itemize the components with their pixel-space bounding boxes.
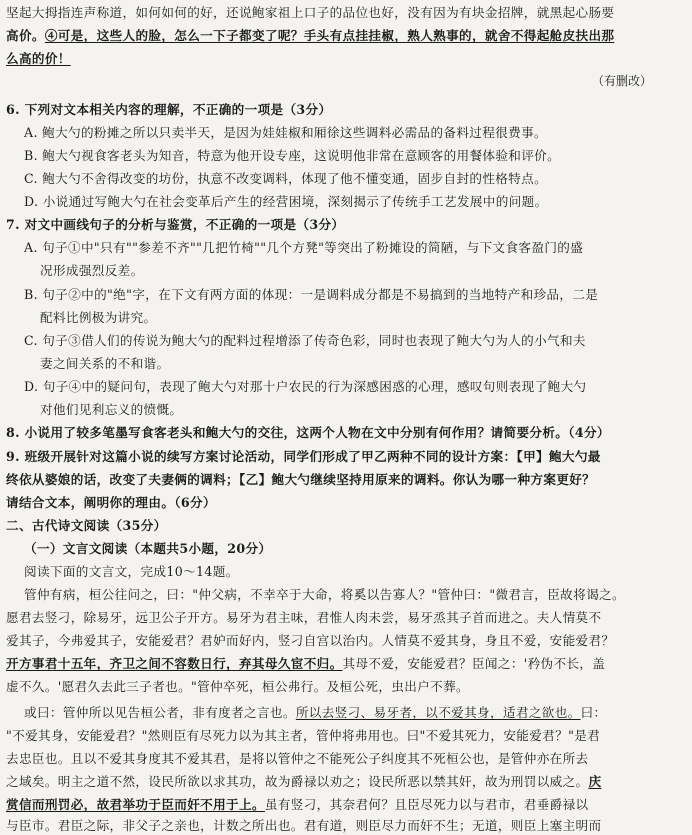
question-9-line3: 请结合文本，阐明你的理由。（6分） xyxy=(6,495,216,510)
q6-option-b: B. 鲍大勺视食客老头为知音，特意为他开设专座，这说明他非常在意顾客的用餐体验和评价。 xyxy=(24,148,561,163)
q6-option-a: A. 鲍大勺的粉摊之所以只卖半天，是因为娃娃椒和厢徐这些调料必需品的备料过程很费事。 xyxy=(24,125,547,140)
question-9-line1: 9. 班级开展针对这篇小说的续写方案讨论活动，同学们形成了甲乙两种不同的设计方案：【甲】鲍大勺最 xyxy=(6,449,601,464)
classical-text-line xyxy=(24,704,684,722)
classical-text-line: 虚不久。'愿君久去此三子者也。"管仲卒死，桓公弗行。及桓公死，虫出户不葬。 xyxy=(6,679,469,694)
classical-text-line: 去忠臣也。且以不爱其身度其不爱其君，是将以管仲之不能死公子纠度其不死桓公也，是管仲亦在所去 xyxy=(6,751,589,766)
classical-text-line: 与臣市。君臣之际，非父子之亲也，计数之所出也。君有道，则臣尽力而奸不生；无道，则臣上塞主明而 xyxy=(6,818,602,833)
passage-line-2-start: 高价。 xyxy=(6,28,45,43)
section-2-subtitle: （一）文言文阅读（本题共5小题，20分） xyxy=(24,541,272,556)
q7-option-d-line1: D. 句子④中的疑问句，表现了鲍大勺对那十户农民的行为深感困惑的心理，感叹句则表现了鲍大勺 xyxy=(24,379,587,394)
q6-option-c: C. 鲍大勺不舍得改变的坊份，执意不改变调料，体现了他不懂变通，固步自封的性格特点。 xyxy=(24,171,548,186)
question-9-line2: 终依从婆娘的话，改变了夫妻俩的调料；【乙】鲍大勺继续坚持用原来的调料。你认为哪一种方案更好？ xyxy=(6,472,596,487)
passage-line-1: 坚起大拇指连声称道，如何如何的好，还说鲍家祖上口子的品位也好，没有因为有块金招牌，就黑起心肠要 xyxy=(6,5,615,20)
classical-text-span: 虽有竖刁，其奈君何？且臣尽死力以与君市，君垂爵禄以 xyxy=(264,797,589,812)
classical-text-line xyxy=(6,655,684,673)
classical-text-line: 管仲有病，桓公往问之，曰："仲父病，不幸卒于大命，将奚以告寡人？"管仲曰："微君言，臣故将谒之。 xyxy=(24,587,625,602)
classical-text-line: 愿君去竖刁，除易牙，远卫公子开方。易牙为君主味，君惟人肉未尝，易牙烝其子首而进之。夫人情莫不 xyxy=(6,610,602,625)
underlined-sentence: 庆 xyxy=(588,774,602,789)
q7-option-d-line2: 对他们见利忘义的愤慨。 xyxy=(40,402,183,417)
reading-instruction: 阅读下面的文言文，完成10～14题。 xyxy=(24,564,239,579)
q7-option-c-line1: C. 句子③借人们的传说为鲍大勺的配料过程增添了传奇色彩，同时也表现了鲍大勺为人的小气和夫 xyxy=(24,333,586,348)
q7-option-b-line1: B. 句子②中的"绝"字，在下文有两方面的体现：一是调料成分都是不易搞到的当地特产和珍品，二是 xyxy=(24,287,599,302)
passage-sentence-4: ④可是，这些人的脸，怎么一下子都变了呢？手头有点挂挂椒，熟人熟事的，就舍不得起舱皮扶出那 xyxy=(44,28,615,43)
q7-option-a-line1: A. 句子①中"只有""参差不齐""几把竹椅""几个方凳"等突出了粉摊设的简陋，与下文食客盈门的盛 xyxy=(24,240,584,255)
classical-text-line xyxy=(6,796,684,814)
classical-text-line xyxy=(6,773,684,791)
classical-text-span: 或曰：管仲所以见告桓公者，非有度者之言也。 xyxy=(24,705,296,720)
q7-option-c-line2: 妻之间关系的不和谐。 xyxy=(40,356,170,371)
classical-text-span: 其母不爱，安能爱君？臣闻之：'矜伪不长，盖 xyxy=(342,656,606,671)
passage-line-3: 么高的价！ xyxy=(6,51,71,66)
q7-option-a-line2: 况形成强烈反差。 xyxy=(40,263,144,278)
classical-text-span: 曰： xyxy=(580,705,607,720)
question-8-stem: 8. 小说用了较多笔墨写食客老头和鲍大勺的交往，这两个人物在文中分别有何作用？请简要分析。（4分） xyxy=(6,425,610,440)
underlined-sentence: 赏信而刑罚必，故君举功于臣而奸不用于上。 xyxy=(6,797,265,812)
section-2-title: 二、古代诗文阅读（35分） xyxy=(6,518,167,533)
question-6-stem: 6. 下列对文本相关内容的理解，不正确的一项是（3分） xyxy=(6,102,332,117)
source-note: （有删改） xyxy=(591,74,652,88)
underlined-sentence: 开方事君十五年，齐卫之间不容数日行，弃其母久宦不归。 xyxy=(6,656,343,671)
question-7-stem: 7. 对文中画线句子的分析与鉴赏，不正确的一项是（3分） xyxy=(6,217,345,232)
underlined-sentence: 所以去竖刁、易牙者，以不爱其身，适君之欲也。 xyxy=(295,705,581,720)
q6-option-d: D. 小说通过写鲍大勺在社会变革后产生的经营困境，深刻揭示了传统手工艺发展中的问题。 xyxy=(24,194,548,209)
classical-text-line: "不爱其身，安能爱君？"然则臣有尽死力以为其主者，管仲将弗用也。曰"不爱其死力，安能爱君？"是君 xyxy=(6,728,601,743)
classical-text-line: 爱其子，今弗爱其子，安能爱君？君妒而好内，竖刁自宫以治内。人情莫不爱其身，身且不爱，安能爱君？ xyxy=(6,633,615,648)
classical-text-span: 之域矣。明主之道不然，设民所欲以求其功，故为爵禄以劝之；设民所恶以禁其奸，故为刑罚以威之。 xyxy=(6,774,589,789)
passage-line-2 xyxy=(6,27,684,45)
q7-option-b-line2: 配料比例极为讲究。 xyxy=(40,310,157,325)
